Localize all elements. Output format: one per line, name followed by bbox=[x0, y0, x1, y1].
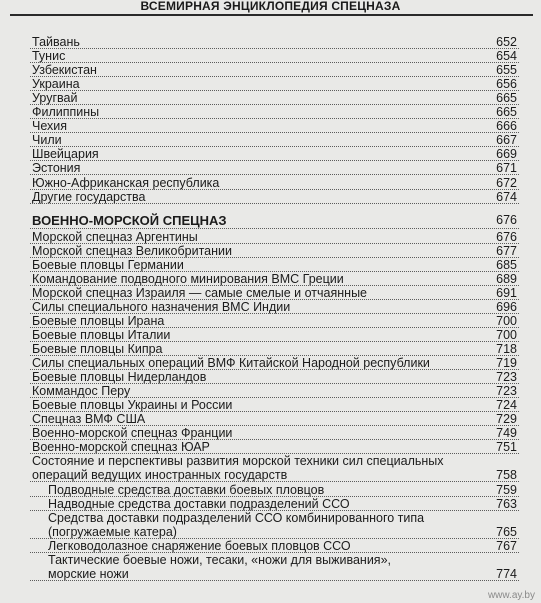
toc-page-number: 749 bbox=[496, 426, 517, 441]
toc-entry bbox=[0, 426, 541, 440]
toc-entry bbox=[0, 176, 541, 190]
toc-page-number: 666 bbox=[496, 119, 517, 134]
toc-entry bbox=[0, 133, 541, 147]
toc-entry-title: Боевые пловцы Украины и России bbox=[32, 398, 233, 413]
toc-entry-title: (погружаемые катера) bbox=[48, 524, 177, 539]
toc-entry bbox=[0, 49, 541, 63]
toc-entry-title: операций ведущих иностранных государств bbox=[32, 468, 288, 483]
toc-page-number: 751 bbox=[496, 440, 517, 455]
toc-entry bbox=[0, 230, 541, 244]
toc-page-number: 691 bbox=[496, 285, 517, 300]
toc-page-number: 723 bbox=[496, 370, 517, 385]
toc-entry-title: Боевые пловцы Италии bbox=[32, 327, 171, 342]
toc-page-number: 774 bbox=[496, 566, 517, 581]
toc-entry bbox=[0, 497, 541, 511]
toc-entry bbox=[0, 35, 541, 49]
toc-page-number: 677 bbox=[496, 243, 517, 258]
toc-entry-title: Морской спецназ Аргентины bbox=[32, 229, 198, 244]
toc-page-number: 729 bbox=[496, 412, 517, 427]
toc-entry-title: ВОЕННО-МОРСКОЙ СПЕЦНАЗ bbox=[32, 212, 227, 228]
toc-entry bbox=[0, 272, 541, 286]
toc-page-number: 667 bbox=[496, 133, 517, 148]
toc-entry bbox=[0, 483, 541, 497]
toc-entry bbox=[0, 440, 541, 454]
toc-entry bbox=[0, 105, 541, 119]
toc-entry-title: Эстония bbox=[32, 161, 81, 176]
toc-entry bbox=[0, 454, 541, 482]
toc-entry-title: Военно-морской спецназ ЮАР bbox=[32, 440, 210, 455]
toc-entry bbox=[0, 77, 541, 91]
toc-entry-title: Уругвай bbox=[32, 91, 78, 106]
toc-entry-title: Южно-Африканская республика bbox=[32, 175, 220, 190]
toc-entry-title: морские ножи bbox=[48, 566, 129, 581]
toc-page-number: 758 bbox=[496, 468, 517, 483]
toc-page-number: 767 bbox=[496, 538, 517, 553]
page-header: ВСЕМИРНАЯ ЭНЦИКЛОПЕДИЯ СПЕЦНАЗА bbox=[140, 0, 401, 13]
toc-entry bbox=[0, 356, 541, 370]
toc-entry-title: Швейцария bbox=[32, 147, 99, 162]
toc-page-number: 672 bbox=[496, 175, 517, 190]
toc-entry bbox=[0, 412, 541, 426]
toc-entry-title: Силы специального назначения ВМС Индии bbox=[32, 299, 291, 314]
dotted-leader bbox=[30, 203, 519, 204]
toc-entry bbox=[0, 328, 541, 342]
toc-page-number: 674 bbox=[496, 189, 517, 204]
toc-entry-title: Украина bbox=[32, 77, 80, 92]
toc-entry-title: Узбекистан bbox=[32, 63, 97, 78]
toc-entry bbox=[0, 384, 541, 398]
toc-page-number: 676 bbox=[496, 229, 517, 244]
toc-entry-title: Состояние и перспективы развития морской техники сил специальных bbox=[32, 454, 444, 469]
toc-page-number: 718 bbox=[496, 342, 517, 356]
toc-entry-title: Командование подводного минирования ВМС Греции bbox=[32, 271, 344, 286]
toc-entry-title: Надводные средства доставки подразделений ССО bbox=[48, 496, 350, 511]
toc-entry bbox=[0, 190, 541, 204]
toc-entry bbox=[0, 342, 541, 356]
toc-entry-title: Чехия bbox=[32, 119, 68, 134]
toc-entry-title: Другие государства bbox=[32, 189, 146, 204]
toc-entry-title: Подводные средства доставки боевых пловцов bbox=[48, 482, 325, 497]
watermark: www.ay.by bbox=[487, 590, 535, 601]
toc-entry bbox=[0, 119, 541, 133]
toc-page-number: 652 bbox=[496, 35, 517, 49]
toc-page-number: 765 bbox=[496, 524, 517, 539]
toc-page-number: 700 bbox=[496, 313, 517, 328]
toc-entry-title: Легководолазное снаряжение боевых пловцов ССО bbox=[48, 538, 351, 553]
toc-page-number: 654 bbox=[496, 49, 517, 64]
toc-entry bbox=[0, 300, 541, 314]
toc-entry bbox=[0, 370, 541, 384]
toc-entry-title: Коммандос Перу bbox=[32, 384, 131, 399]
toc-entry-title: Чили bbox=[32, 133, 62, 148]
toc-entry-title: Боевые пловцы Ирана bbox=[32, 313, 165, 328]
toc-entry-title: Тайвань bbox=[32, 35, 80, 49]
toc-entry-title: Тактические боевые ножи, тесаки, «ножи для выживания», bbox=[48, 552, 391, 567]
toc-entry-title: Боевые пловцы Нидерландов bbox=[32, 370, 207, 385]
toc-section bbox=[0, 213, 541, 229]
toc-entry-title: Силы специальных операций ВМФ Китайской Народной республики bbox=[32, 356, 430, 371]
toc-page-number: 759 bbox=[496, 482, 517, 497]
toc-entry bbox=[0, 314, 541, 328]
toc-entry-title: Морской спецназ Великобритании bbox=[32, 243, 232, 258]
toc-entry-title: Спецназ ВМФ США bbox=[32, 412, 146, 427]
toc-page-number: 685 bbox=[496, 257, 517, 272]
toc-entry bbox=[0, 147, 541, 161]
toc-page-number: 724 bbox=[496, 398, 517, 413]
toc-page-number: 763 bbox=[496, 496, 517, 511]
toc-page-number: 671 bbox=[496, 161, 517, 176]
toc-page-number: 655 bbox=[496, 63, 517, 78]
toc-entry bbox=[0, 161, 541, 175]
toc-entry bbox=[0, 63, 541, 77]
toc-page-number: 723 bbox=[496, 384, 517, 399]
toc-entry-title: Боевые пловцы Германии bbox=[32, 257, 184, 272]
toc-page-number: 665 bbox=[496, 105, 517, 120]
toc-page-number: 656 bbox=[496, 77, 517, 92]
toc-entry-title: Военно-морской спецназ Франции bbox=[32, 426, 233, 441]
toc-entry-title: Боевые пловцы Кипра bbox=[32, 342, 163, 356]
toc-entry bbox=[0, 286, 541, 300]
toc-entry bbox=[0, 398, 541, 412]
toc-page-number: 696 bbox=[496, 299, 517, 314]
toc-entry bbox=[0, 553, 541, 581]
toc-page-number: 689 bbox=[496, 271, 517, 286]
dotted-leader bbox=[30, 580, 519, 581]
toc-entry bbox=[0, 539, 541, 553]
toc-entry-title: Филиппины bbox=[32, 105, 100, 120]
toc-entry-title: Тунис bbox=[32, 49, 66, 64]
toc-page-number: 665 bbox=[496, 91, 517, 106]
toc-page-number: 719 bbox=[496, 356, 517, 371]
toc-entry bbox=[0, 244, 541, 258]
toc-entry-title: Морской спецназ Израиля — самые смелые и отчаянные bbox=[32, 285, 368, 300]
toc-entry bbox=[0, 258, 541, 272]
toc-page-number: 676 bbox=[496, 212, 517, 227]
toc-entry bbox=[0, 511, 541, 539]
dotted-leader bbox=[30, 228, 519, 229]
toc-entry-title: Средства доставки подразделений ССО комбинированного типа bbox=[48, 510, 425, 525]
toc-entry bbox=[0, 91, 541, 105]
toc-page-number: 669 bbox=[496, 147, 517, 162]
toc-page-number: 700 bbox=[496, 327, 517, 342]
